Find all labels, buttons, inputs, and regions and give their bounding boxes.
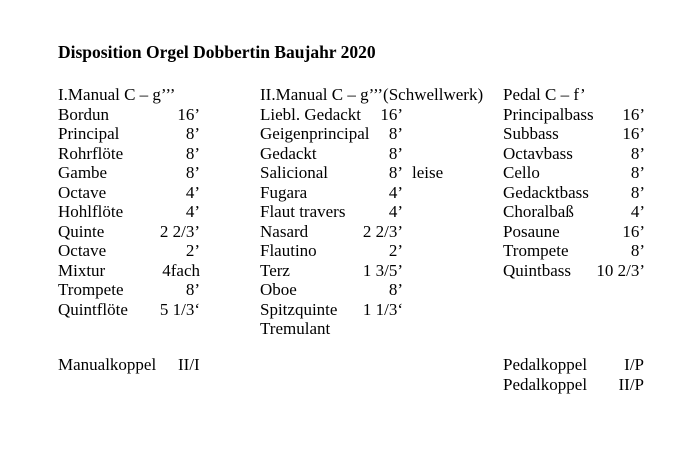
stop-name: Spitzquinte	[260, 299, 338, 319]
stop-row	[260, 144, 510, 164]
stop-name: Quinte	[58, 221, 105, 241]
stop-row	[58, 202, 203, 222]
stop-row	[58, 241, 203, 261]
stop-size: 16’	[177, 104, 200, 124]
stop-size: 8’	[630, 241, 645, 260]
stop-row	[260, 280, 510, 300]
stop-row	[58, 144, 203, 164]
stop-row	[503, 124, 653, 144]
stop-row	[260, 105, 510, 125]
manual-1-column	[58, 85, 203, 319]
stop-size: 10 2/3’	[596, 260, 645, 280]
stop-name: Gedackt	[260, 143, 317, 163]
stop-name: Gambe	[58, 163, 108, 182]
stop-row	[58, 222, 203, 242]
stop-size: 4’	[630, 202, 645, 221]
stop-size: 8’	[185, 124, 200, 143]
coupler-value: II/P	[618, 375, 644, 394]
coupler-value: I/P	[624, 355, 644, 374]
stop-size: 2’	[388, 241, 403, 260]
stop-size: 16’	[622, 104, 645, 124]
stop-name: Octave	[58, 182, 107, 202]
stop-row	[503, 183, 653, 203]
stop-name: Geigenprincipal	[260, 124, 370, 143]
stop-row	[260, 261, 510, 281]
stop-size: 4’	[185, 182, 200, 202]
pedal-heading: Pedal C – f’	[503, 85, 586, 104]
stop-size: 16’	[622, 221, 645, 241]
stop-name: Flaut travers	[260, 202, 346, 221]
stop-row	[260, 300, 510, 320]
tremulant: Tremulant	[260, 319, 331, 338]
pedal-coupler-2	[503, 375, 648, 395]
stop-size: 1 1/3‘	[362, 299, 403, 319]
stop-name: Gedacktbass	[503, 182, 589, 202]
stop-row	[58, 183, 203, 203]
stop-name: Octavbass	[503, 143, 573, 163]
stop-size: 4’	[388, 202, 403, 221]
stop-row	[58, 280, 203, 300]
stop-name: Fugara	[260, 182, 308, 202]
stop-size: 8’	[388, 163, 403, 182]
stop-size: 16’	[380, 104, 403, 124]
stop-size: 8’	[185, 280, 200, 299]
stop-row	[503, 105, 653, 125]
stop-size: 8’	[388, 280, 403, 299]
stop-row	[58, 300, 203, 320]
stop-size: 1 3/5’	[362, 260, 403, 280]
stop-name: Subbass	[503, 124, 559, 143]
coupler-name: Pedalkoppel	[503, 355, 588, 374]
manual-2-heading: II.Manual C – g’’’(Schwellwerk)	[260, 85, 484, 104]
manual-coupler	[58, 355, 203, 375]
stop-name: Nasard	[260, 221, 309, 241]
stop-size: 8’	[630, 163, 645, 182]
stop-size: 4fach	[162, 260, 200, 280]
stop-name: Quintbass	[503, 260, 571, 280]
stop-row	[503, 202, 653, 222]
stop-row	[260, 202, 510, 222]
stop-name: Mixtur	[58, 260, 106, 280]
stop-name: Trompete	[58, 280, 124, 299]
stop-name: Cello	[503, 163, 540, 182]
stop-size: 16’	[622, 124, 645, 143]
stop-name: Quintflöte	[58, 299, 128, 319]
stop-name: Choralbaß	[503, 202, 574, 221]
stop-row	[503, 241, 653, 261]
pedal-coupler-1	[503, 355, 648, 375]
stop-size: 8’	[388, 143, 403, 163]
coupler-name: Manualkoppel	[58, 355, 157, 374]
stop-name: Flautino	[260, 241, 317, 260]
stop-size: 2’	[185, 241, 200, 260]
stop-name: Oboe	[260, 280, 297, 299]
stop-name: Octave	[58, 241, 107, 260]
stop-row	[503, 222, 653, 242]
stop-size: 2 2/3’	[159, 221, 200, 241]
stop-row	[260, 163, 510, 183]
stop-name: Posaune	[503, 221, 560, 241]
stop-row	[58, 261, 203, 281]
stop-size: 2 2/3’	[362, 221, 403, 241]
stop-row	[58, 163, 203, 183]
stop-size: 8’	[630, 182, 645, 202]
stop-row	[260, 241, 510, 261]
stop-name: Salicional	[260, 163, 328, 182]
stop-row	[503, 261, 653, 281]
stop-row	[260, 183, 510, 203]
stop-row	[503, 163, 653, 183]
stop-row	[503, 144, 653, 164]
stop-row	[260, 222, 510, 242]
stop-note: leise	[412, 163, 444, 182]
stop-row	[260, 124, 510, 144]
stop-name: Bordun	[58, 104, 109, 124]
stop-size: 8’	[185, 143, 200, 163]
stop-name: Liebl. Gedackt	[260, 104, 362, 124]
stop-size: 8’	[630, 143, 645, 163]
stop-row	[58, 124, 203, 144]
pedal-column	[503, 85, 653, 280]
manual-1-heading: I.Manual C – g’’’	[58, 85, 176, 104]
coupler-name: Pedalkoppel	[503, 375, 588, 394]
stop-size: 4’	[388, 182, 403, 202]
stop-name: Hohlflöte	[58, 202, 124, 221]
coupler-value: II/I	[178, 355, 200, 374]
page-title: Disposition Orgel Dobbertin Baujahr 2020	[58, 42, 376, 62]
stop-name: Rohrflöte	[58, 143, 124, 163]
stop-size: 5 1/3‘	[159, 299, 200, 319]
stop-size: 4’	[185, 202, 200, 221]
stop-name: Principalbass	[503, 104, 594, 124]
stop-name: Principal	[58, 124, 120, 143]
stop-size: 8’	[185, 163, 200, 182]
manual-2-column	[260, 85, 510, 339]
stop-name: Trompete	[503, 241, 569, 260]
stop-row	[58, 105, 203, 125]
stop-name: Terz	[260, 260, 290, 280]
stop-size: 8’	[388, 124, 403, 143]
